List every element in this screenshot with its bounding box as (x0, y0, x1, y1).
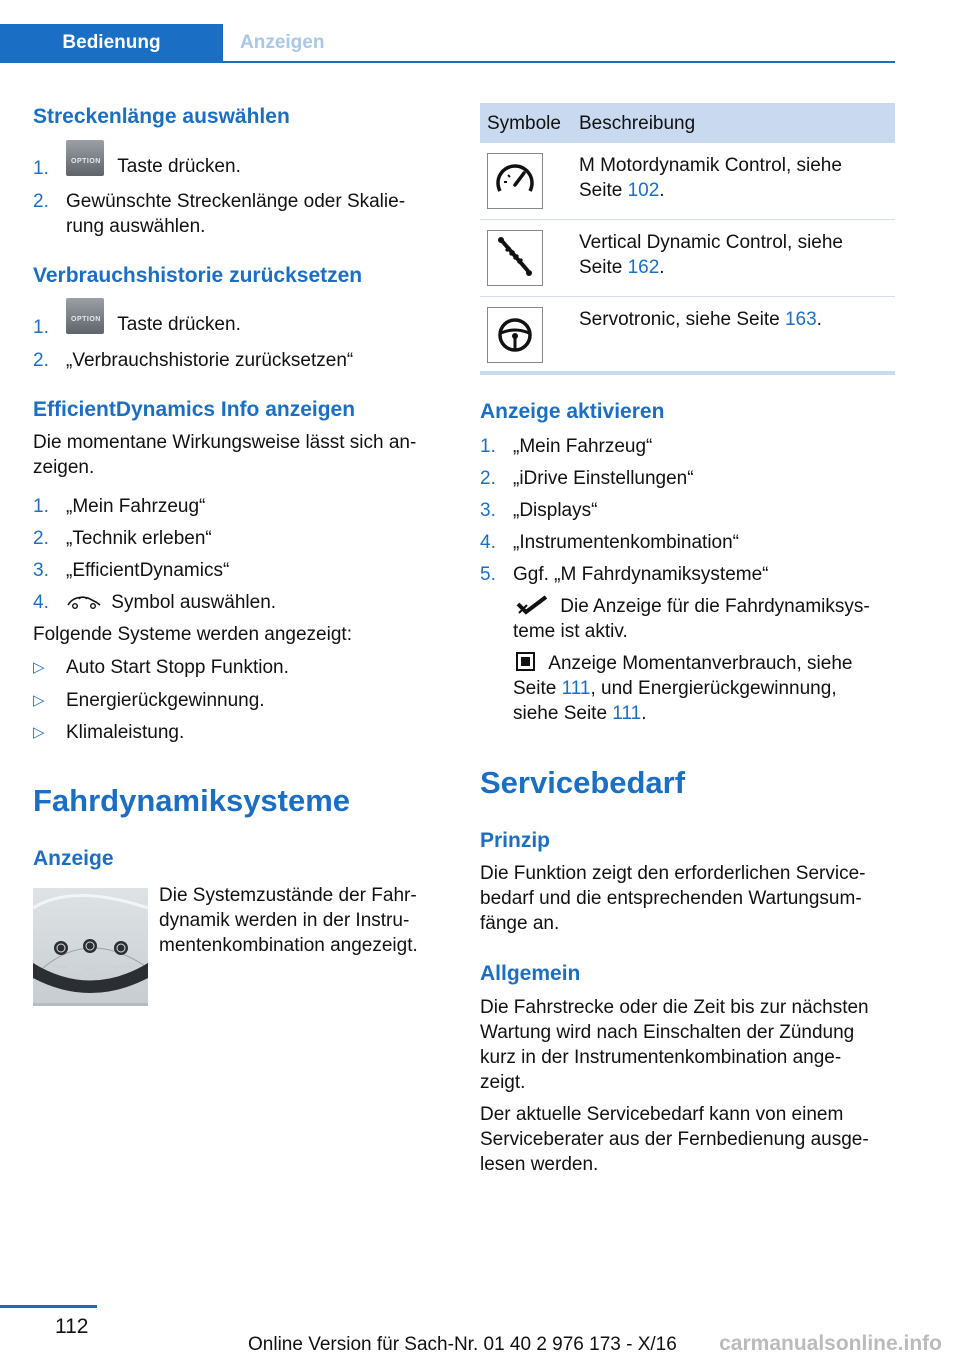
page-link[interactable]: 111 (612, 703, 642, 724)
svg-text:Sport: Sport (85, 966, 95, 971)
paragraph: Die Funktion zeigt den erforderlichen Service- bedarf und die entsprechenden Wartungsum- fänge an. (480, 863, 866, 934)
step-text: Gewünschte Streckenlänge oder Skalie- (66, 191, 406, 212)
paragraph: Die Anzeige für die Fahrdynamiksys- teme ist aktiv. (513, 596, 870, 642)
footer-rule (0, 1305, 97, 1308)
right-column (480, 0, 895, 1300)
bullet-text: Auto Start Stopp Funktion. (66, 657, 289, 678)
option-button-icon: OPTION (66, 298, 104, 334)
section-title-prinzip: Prinzip (480, 829, 551, 852)
bullet-text: Klimaleistung. (66, 722, 185, 743)
instrument-cluster-image (33, 888, 148, 1006)
triangle-bullet-icon: ▷ (33, 659, 45, 676)
section-title-allgemein: Allgemein (480, 962, 581, 985)
svg-text:Efficient: Efficient (53, 964, 68, 969)
column-header: Symbole (487, 113, 561, 134)
step-number: 3. (33, 560, 49, 581)
step-number: 1. (33, 317, 49, 338)
step-text: „Technik erleben“ (66, 528, 212, 549)
step-number: 2. (33, 191, 49, 212)
filled-box-icon (516, 652, 535, 671)
section-title-efficient: EfficientDynamics Info anzeigen (33, 398, 356, 421)
step-text: Ggf. „M Fahrdynamiksysteme“ (513, 564, 769, 585)
tab-anzeigen[interactable]: Anzeigen (240, 32, 325, 53)
chapter-title-fahrdynamik: Fahrdynamiksysteme (33, 783, 351, 818)
paragraph: Der aktuelle Servicebedarf kann von einem Serviceberater aus der Fernbedienung ausge- lesen werden. (480, 1104, 869, 1175)
check-speed-icon (515, 595, 551, 615)
page-link[interactable]: 162 (627, 257, 660, 278)
step-text: „Instrumentenkombination“ (513, 532, 739, 553)
step-number: 1. (480, 436, 496, 457)
step-number: 2. (33, 350, 49, 371)
step-text: „Mein Fahrzeug“ (513, 436, 653, 457)
bullet-text: Energierückgewinnung. (66, 690, 265, 711)
section-title-anzeige: Anzeige (33, 847, 114, 870)
step-text: „iDrive Einstellungen“ (513, 468, 694, 489)
option-button-icon: OPTION (66, 140, 104, 176)
section-title-verbrauch: Verbrauchshistorie zurücksetzen (33, 264, 363, 287)
paragraph: Die momentane Wirkungsweise lässt sich an- zeigen. (33, 432, 417, 478)
step-text: „Verbrauchshistorie zurücksetzen“ (66, 350, 354, 371)
online-version-note: Online Version für Sach-Nr. 01 40 2 976 173 - X/16 (248, 1334, 677, 1355)
step-text: „Displays“ (513, 500, 598, 521)
step-number: 2. (33, 528, 49, 549)
table-cell: M Motordynamik Control, siehe Seite 102. (579, 155, 842, 201)
step-number: 2. (480, 468, 496, 489)
chapter-title-service: Servicebedarf (480, 765, 686, 800)
paragraph: Die Systemzustände der Fahr- dynamik werden in der Instru- mentenkombination angezeigt. (159, 885, 418, 956)
tab-bedienung[interactable]: Bedienung (0, 24, 223, 61)
section-title-streckenlaenge: Streckenlänge auswählen (33, 105, 290, 128)
step-number: 4. (33, 592, 49, 613)
section-title-aktivieren: Anzeige aktivieren (480, 400, 665, 423)
paragraph: Die Fahrstrecke oder die Zeit bis zur nächsten Wartung wird nach Einschalten der Zündung kurz in der Instrumentenkombination ange- zeigt. (480, 997, 869, 1093)
step-text: rung auswählen. (66, 216, 206, 237)
step-number: 5. (480, 564, 496, 585)
triangle-bullet-icon: ▷ (33, 692, 45, 709)
step-text: Symbol auswählen. (111, 592, 277, 613)
table-cell: Servotronic, siehe Seite 163. (579, 309, 822, 330)
page-link[interactable]: 102 (627, 180, 660, 201)
table-cell: Vertical Dynamic Control, siehe Seite 162. (579, 232, 843, 278)
step-number: 1. (33, 158, 49, 179)
page-number: 112 (55, 1315, 89, 1338)
step-text: „Mein Fahrzeug“ (66, 496, 206, 517)
paragraph: Folgende Systeme werden angezeigt: (33, 624, 352, 645)
step-number: 3. (480, 500, 496, 521)
step-number: 1. (33, 496, 49, 517)
step-text: Taste drücken. (117, 314, 241, 335)
paragraph: Anzeige Momentanverbrauch, siehe Seite 111, und Energierückgewinnung, siehe Seite 111. (513, 653, 853, 724)
car-efficient-icon (66, 594, 102, 610)
page-link[interactable]: 163 (784, 309, 817, 330)
left-column (33, 0, 438, 1300)
step-text: Taste drücken. (117, 156, 241, 177)
svg-text:Sport Plus: Sport Plus (113, 964, 132, 969)
page-link[interactable]: 111 (561, 678, 591, 699)
watermark: carmanualsonline.info (719, 1332, 942, 1355)
column-header: Beschreibung (579, 113, 696, 134)
step-text: „EfficientDynamics“ (66, 560, 230, 581)
triangle-bullet-icon: ▷ (33, 724, 45, 741)
step-number: 4. (480, 532, 496, 553)
